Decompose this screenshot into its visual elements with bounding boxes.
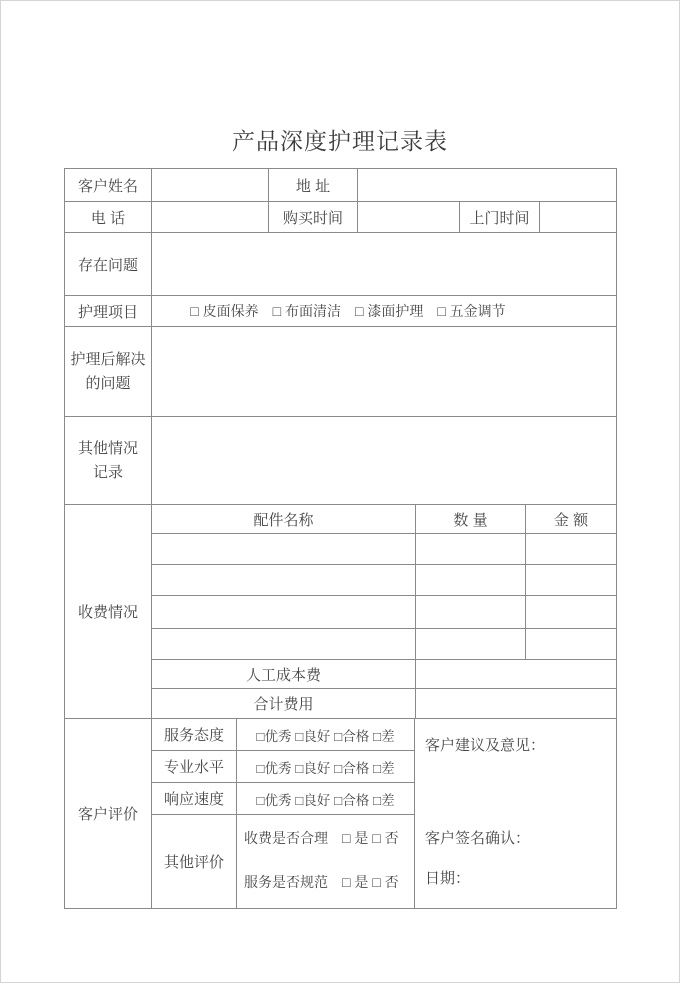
response-speed-checkbox-options: □优秀 □良好 □合格 □差 [256,792,395,808]
solved-problems-label-line1: 护理后解决 [70,350,146,368]
amount-cell [526,629,616,659]
evaluation-label: 客户评价 [65,719,152,908]
service-standard-checkbox-item: 服务是否规范 □ 是 □ 否 [244,874,399,890]
quantity-cell [416,596,526,628]
amount-cell [526,534,616,564]
evaluation-section [65,719,616,908]
part-name-cell [152,596,416,628]
purchase-time-label: 购买时间 [269,202,358,232]
other-records-input-cell [152,417,616,504]
customer-name-input-cell [152,169,269,201]
part-name-cell [152,629,416,659]
amount-cell [526,565,616,595]
labor-cost-label: 人工成本费 [152,660,416,688]
row-solved-problems [65,327,616,417]
purchase-time-input-cell [358,202,460,232]
other-records-label [65,417,152,504]
part-name-cell [152,565,416,595]
visit-time-label: 上门时间 [460,202,540,232]
charge-row [152,596,616,629]
charge-row [152,565,616,596]
evaluation-subtable [152,719,415,908]
quantity-cell [416,629,526,659]
row-phone-times [65,202,616,233]
form-table [64,168,617,909]
other-records-label-line1: 其他情况 [77,439,138,457]
customer-name-label: 客户姓名 [65,169,152,201]
page-title: 产品深度护理记录表 [232,128,448,154]
part-name-cell [152,534,416,564]
response-speed-label: 响应速度 [152,783,237,814]
other-evaluation-label: 其他评价 [152,815,237,908]
service-attitude-label: 服务态度 [152,719,237,750]
labor-cost-value-cell [416,660,616,688]
total-cost-label: 合计费用 [152,689,416,718]
amount-header: 金 额 [553,511,589,529]
quantity-cell [416,565,526,595]
rating-row-professional-level [152,751,414,783]
phone-label: 电 话 [65,202,152,232]
solved-problems-label [65,327,152,416]
service-attitude-checkbox-options: □优秀 □良好 □合格 □差 [256,728,395,744]
labor-cost-row [152,660,616,689]
amount-cell [526,596,616,628]
existing-problems-input-cell [152,233,616,295]
rating-row-service-attitude [152,719,414,751]
other-evaluation-items [237,815,414,908]
charge-row [152,534,616,565]
row-care-items [65,296,616,327]
solved-problems-input-cell [152,327,616,416]
suggestions-label: 客户建议及意见： [425,737,546,754]
part-name-header: 配件名称 [152,505,416,533]
professional-level-label: 专业水平 [152,751,237,782]
charges-subtable [152,505,616,718]
charges-header-row [152,505,616,534]
address-input-cell [358,169,616,201]
visit-time-input-cell [540,202,616,232]
signature-label: 客户签名确认： [425,830,531,847]
quantity-header: 数 量 [416,505,526,533]
row-customer-address [65,169,616,202]
professional-level-checkbox-options: □优秀 □良好 □合格 □差 [256,760,395,776]
existing-problems-label: 存在问题 [65,233,152,295]
total-cost-row [152,689,616,718]
row-existing-problems [65,233,616,296]
other-records-label-line2: 记录 [92,463,123,481]
phone-input-cell [152,202,269,232]
suggestions-signature-cell [415,719,616,908]
address-label: 地 址 [269,169,358,201]
fee-reasonable-checkbox-item: 收费是否合理 □ 是 □ 否 [244,830,399,846]
care-items-checkbox-options: □ 皮面保养 □ 布面清洁 □ 漆面护理 □ 五金调节 [190,303,506,319]
quantity-cell [416,534,526,564]
row-other-records [65,417,616,505]
date-label: 日期： [425,870,471,887]
total-cost-value-cell [416,689,616,718]
charges-label: 收费情况 [65,505,152,718]
other-evaluation-row [152,815,414,908]
charge-row [152,629,616,660]
solved-problems-label-line2: 的问题 [85,374,131,392]
rating-row-response-speed [152,783,414,815]
care-items-label: 护理项目 [65,296,152,326]
charges-section [65,505,616,719]
